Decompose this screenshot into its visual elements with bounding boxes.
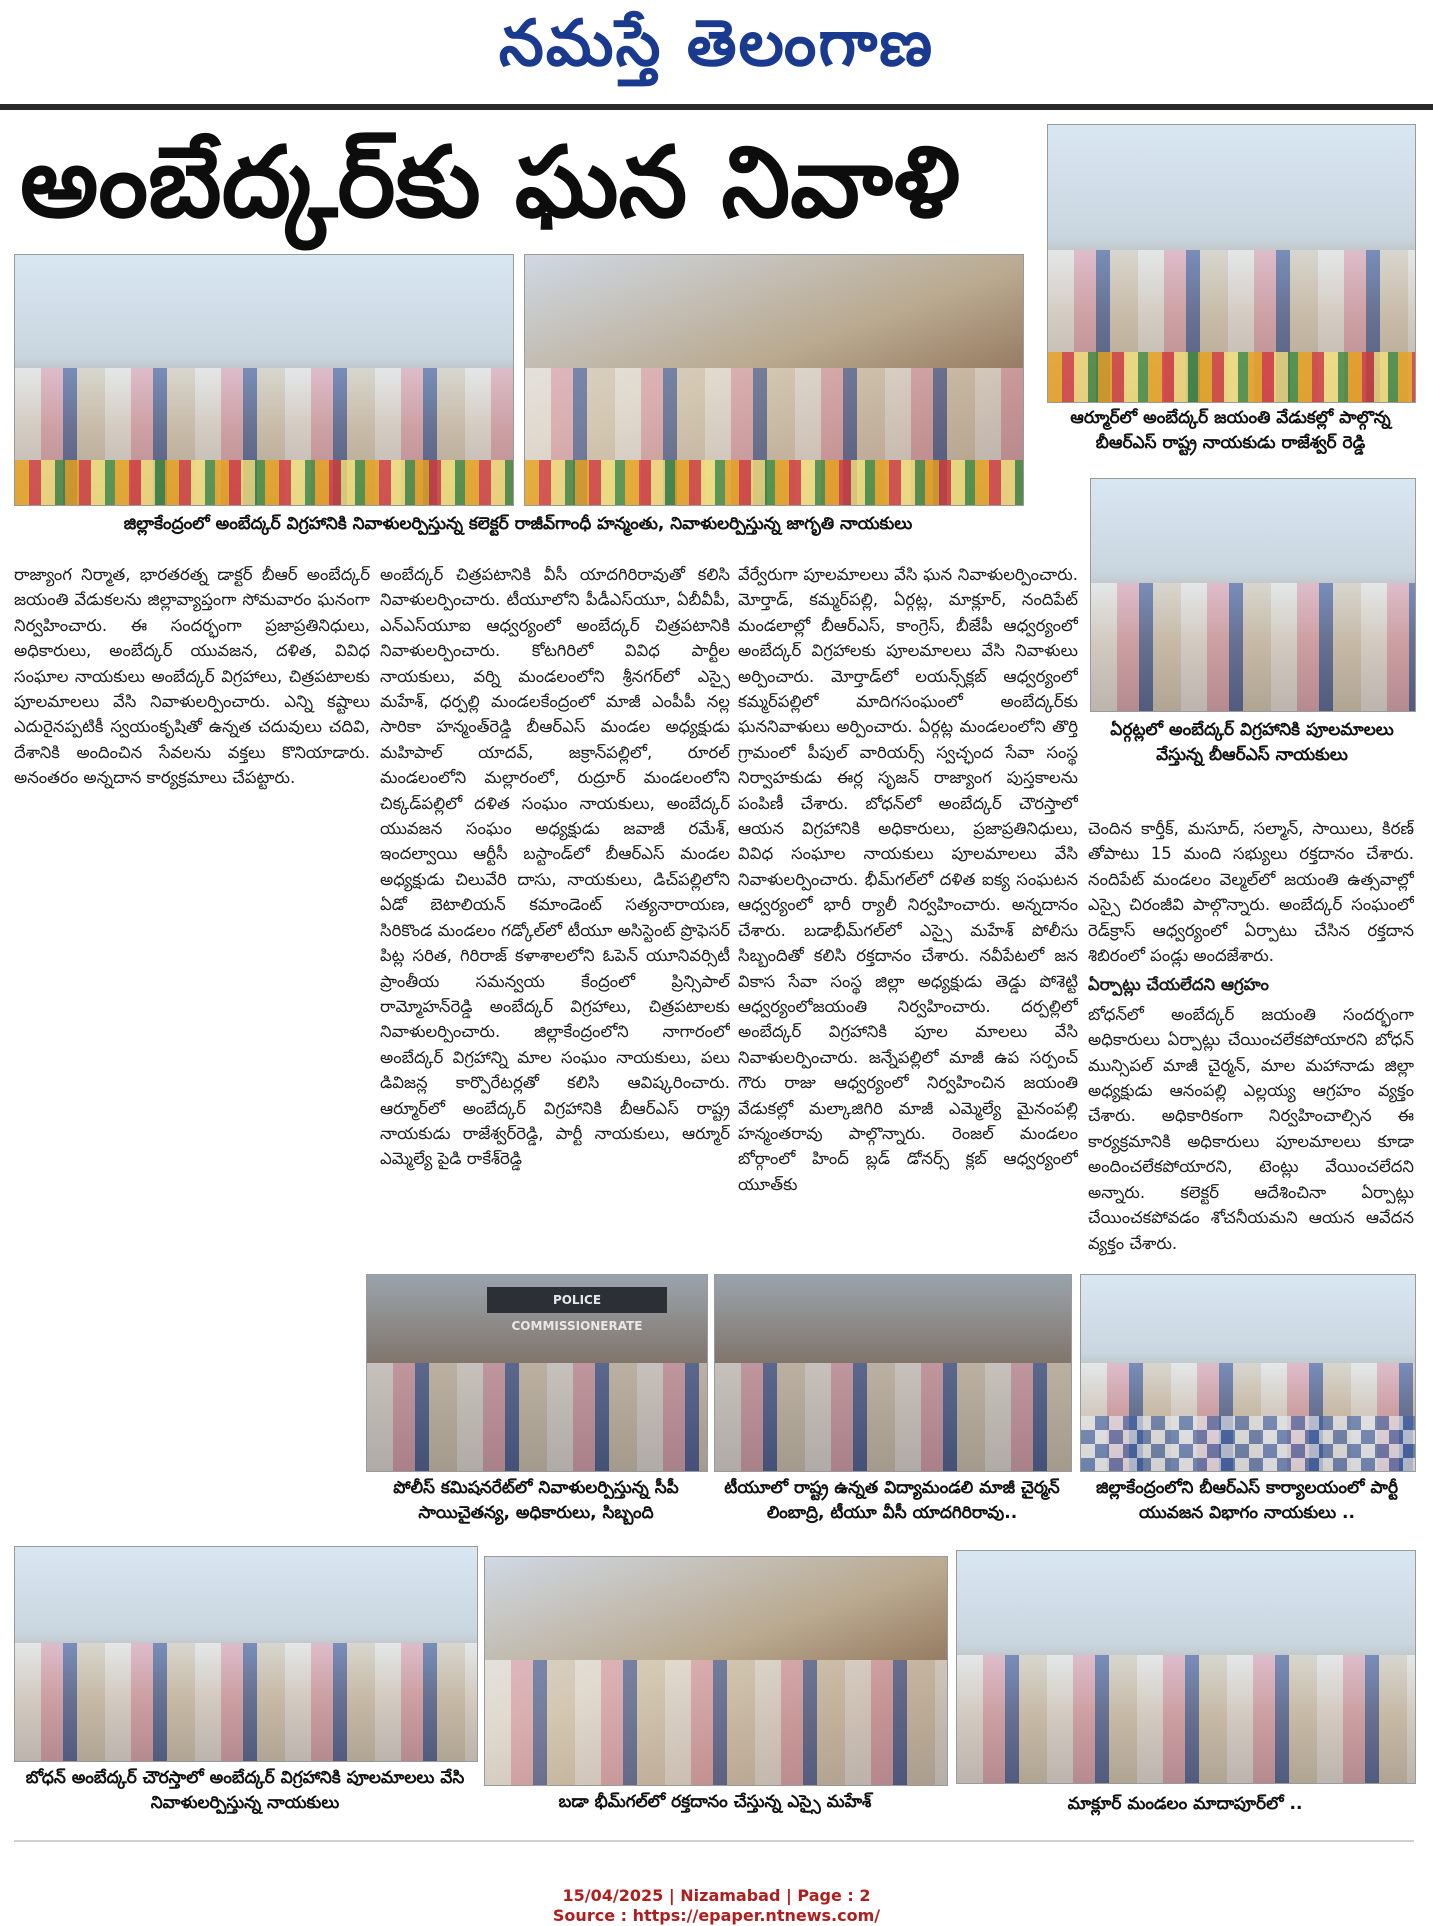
caption-bodhan: బోధన్ అంబేద్కర్ చౌరస్తాలో అంబేద్కర్ విగ్రహానికి పూలమాలలు వేసి నివాళులర్పిస్తున్న నాయకులు [25, 1768, 465, 1813]
masthead-rule [0, 104, 1433, 110]
article-col-2 [380, 562, 730, 1270]
article-paragraph: వేర్వేరుగా పూలమాలలు వేసి ఘన నివాళులర్పించారు. మోర్తాడ్, కమ్మర్‌పల్లి, ఏర్గట్ల, మాక్లూర్, నందిపేట్ మండలాల్లో బీఆర్‌ఎస్, కాంగ్రెస్, బీజేపీ ఆధ్వర్యంలో అంబేద్కర్ విగ్రహాలకు పూలమాలలు వేసి నివాళులు అర్పించారు. మోర్తాడ్‌లో లయన్స్‌క్లబ్ ఆధ్వర్యంలో కమ్మర్‌పల్లిలో మాదిగసంఘంలో అంబేద్కర్‌కు ఘననివాళులు అర్పించారు. ఏర్గట్ల మండలంలోని తొర్తి గ్రామంలో పీపుల్ వారియర్స్ స్వచ్ఛంద సేవా సంస్థ నిర్వాహకుడు ఈర్ల సృజన్ రాజ్యాంగ పుస్తకాలను పంపిణీ చేశారు. బోధన్‌లో అంబేద్కర్ చౌరస్తాలో ఆయన విగ్రహానికి అధికారులు, ప్రజాప్రతినిధులు, వివిధ సంఘాల నాయకులు పూలమాలలు వేసి నివాళులర్పించారు. భీమ్‌గల్‌లో దళిత ఐక్య సంఘటన ఆధ్వర్యంలో భారీ ర్యాలీ నిర్వహించారు. అన్నదానం చేశారు. బడాభీమ్‌గల్‌లో ఎస్సై మహేశ్ పోలీసు సిబ్బందితో కలిసి రక్తదానం చేశారు. నవీపేటలో జన వికాస సేవా సంస్థ జిల్లా అధ్యక్షుడు తెడ్డు పోశెట్టి ఆధ్వర్యంలోజయంతి నిర్వహించారు. దర్పల్లిలో అంబేద్కర్ విగ్రహానికి పూల మాలలు వేసి నివాళులర్పించారు. జన్నేపల్లిలో మాజీ ఉప సర్పంచ్ గౌరు రాజు ఆధ్వర్యంలో నిర్వహించిన జయంతి వేడుకల్లో మల్కాజిగిరి మాజీ ఎమ్మెల్యే మైనంపల్లి హన్మంతరావు పాల్గొన్నారు. రెంజల్ మండలం బోర్గాంలో హింద్ బ్లడ్ డోనర్స్ క్లబ్ ఆధ్వర్యంలో యూత్‌కు [738, 565, 1078, 1194]
caption-yergatla: ఏర్గట్లలో అంబేద్కర్ విగ్రహానికి పూలమాలలు వేస్తున్న బీఆర్‌ఎస్ నాయకులు [1110, 720, 1394, 765]
caption-police: పోలీస్ కమిషనరేట్‌లో నివాళులర్పిస్తున్న సీపీ సాయిచైతన్య, అధికారులు, సిబ్బంది [393, 1478, 679, 1523]
caption-brs-office: జిల్లాకేంద్రంలోని బీఆర్‌ఎస్ కార్యాలయంలో పార్టీ యువజన విభాగం నాయకులు .. [1095, 1478, 1399, 1523]
article-col-1 [14, 562, 370, 1514]
photo-makloor [956, 1550, 1416, 1784]
photo-armoor [1047, 124, 1416, 403]
caption-bheemgal: బడా భీమ్‌గల్‌లో రక్తదానం చేస్తున్న ఎస్సై మహేశ్ [558, 1792, 872, 1812]
photo-collector [14, 254, 514, 506]
photo-tu [714, 1274, 1072, 1472]
caption-tu: టీయూలో రాష్ట్ర ఉన్నత విద్యామండలి మాజీ చైర్మన్ లింబాద్రి, టీయూ వీసీ యాదగిరిరావు.. [724, 1478, 1060, 1523]
police-sign: POLICE COMMISSIONERATE [487, 1287, 667, 1313]
photo-jagruthi [524, 254, 1024, 506]
article-paragraph: అంబేద్కర్ చిత్రపటానికి వీసీ యాదగిరిరావుతో కలిసి నివాళులర్పించారు. టీయూలోని పీడీఎస్‌యూ, ఏబీవీపీ, ఎన్‌ఎస్‌యూఐ ఆధ్వర్యంలో అంబేద్కర్ చిత్రపటానికి నివాళులర్పించారు. కోటగిరిలో వివిధ పార్టీల నాయకులు, వర్ని మండలంలోని శ్రీనగర్‌లో ఎస్సై మహేశ్, ధర్పల్లి మండలకేంద్రంలో మాజీ ఎంపీపీ నల్ల సారికా హన్మంత్‌రెడ్డి బీఆర్‌ఎస్ మండల అధ్యక్షుడు మహిపాల్ యాదవ్, జక్రాన్‌పల్లిలో, రూరల్ మండలంలోని మల్లారంలో, రుద్రూర్ మండలంలోని చిక్కడ్‌పల్లిలో దళిత సంఘం నాయకులు, అంబేద్కర్ యువజన సంఘం అధ్యక్షుడు జవాజీ రమేశ్, ఇందల్వాయి ఆర్టీసీ బస్టాండ్‌లో బీఆర్‌ఎస్ మండల అధ్యక్షుడు చిలువేరి దాసు, నాయకులు, డిచ్‌పల్లిలోని ఏడో బెటాలియన్ కమాండెంట్ సత్యనారాయణ, సిరికొండ మండలం గడ్కోల్‌లో టీయూ అసిస్టెంట్ ప్రొఫెసర్ పిట్ల సరిత, గిరిరాజ్ కళాశాలలోని ఓపెన్ యూనివర్సిటీ ప్రాంతీయ సమన్వయ కేంద్రంలో ప్రిన్సిపాల్ రామ్మోహన్‌రెడ్డి అంబేద్కర్ విగ్రహాలు, చిత్రపటాలకు నివాళులర్పించారు. జిల్లాకేంద్రంలోని నాగారంలో అంబేద్కర్ విగ్రహాన్ని మాల సంఘం నాయకులు, పలు డివిజన్ల కార్పొరేటర్లతో కలిసి ఆవిష్కరించారు. ఆర్మూర్‌లో అంబేద్కర్ విగ్రహానికి బీఆర్‌ఎస్ రాష్ట్ర నాయకుడు రాజేశ్వర్‌రెడ్డి, పార్టీ నాయకులు, ఆర్మూర్ ఎమ్మెల్యే పైడి రాకేశ్‌రెడ్డి [380, 565, 730, 1169]
caption-makloor: మాక్లూర్ మండలం మాదాపూర్‌లో .. [1067, 1794, 1303, 1814]
footer-source: Source : https://epaper.ntnews.com/ [552, 1906, 881, 1925]
photo-police [366, 1274, 708, 1472]
headline: అంబేద్కర్‌కు ఘన నివాళి [20, 126, 961, 240]
article-paragraph: బోధన్‌లో అంబేద్కర్ జయంతి సందర్భంగా అధికారులు ఏర్పాట్లు చేయించలేకపోయారని బోధన్ మున్సిపల్ మాజీ చైర్మన్, మాల మహానాడు జిల్లా అధ్యక్షుడు ఆనంపల్లి ఎల్లయ్య ఆగ్రహం వ్యక్తం చేశారు. అధికారికంగా నిర్వహించాల్సిన ఈ కార్యక్రమానికి అధికారులు పూలమాలలు కూడా అందించలేకపోయారని, టెంట్లు వేయించలేదని అన్నారు. కలెక్టర్ ఆదేశించినా ఏర్పాట్లు చేయించకపోవడం శోచనీయమని ఆయన ఆవేదన వ్యక్తం చేశారు. [1088, 1004, 1414, 1253]
photo-bheemgal [484, 1556, 948, 1786]
article-col-3 [738, 562, 1078, 1270]
masthead-title: నమస్తే తెలంగాణ [498, 6, 935, 81]
article-paragraph: చెందిన కార్తీక్, మసూద్, సల్మాన్, సాయిలు, కిరణ్ తోపాటు 15 మంది సభ్యులు రక్తదానం చేశారు. నందిపేట్ మండలం వెల్మల్‌లో జయంతి ఉత్సవాల్లో ఎస్సై చిరంజీవి పాల్గొన్నారు. అంబేద్కర్ సంఘంలో రెడ్‌క్రాస్ ఆధ్వర్యంలో ఏర్పాటు చేసిన రక్తదాన శిబిరంలో పండ్లు అందజేశారు. [1088, 819, 1414, 966]
article-col-4 [1088, 816, 1414, 1256]
article-paragraph: రాజ్యాంగ నిర్మాత, భారతరత్న డాక్టర్ బీఆర్ అంబేద్కర్ జయంతి వేడుకలను జిల్లావ్యాప్తంగా సోమవారం ఘనంగా నిర్వహించారు. ఈ సందర్భంగా ప్రజాప్రతినిధులు, అధికారులు, అంబేద్కర్ యువజన, దళిత, వివిధ సంఘాల నాయకులు అంబేద్కర్ విగ్రహాలు, చిత్రపటాలకు పూలమాలలు వేసి నివాళులర్పించారు. ఎన్ని కష్టాలు ఎదురైనప్పటికీ స్వయంకృషితో ఉన్నత చదువులు చదివి, దేశానికి అందించిన సేవలను వక్తలు కొనియాడారు. అనంతరం అన్నదాన కార్యక్రమాలు చేపట్టారు. [14, 565, 370, 788]
caption-armoor: ఆర్మూర్‌లో అంబేద్కర్ జయంతి వేడుకల్లో పాల్గొన్న బీఆర్‌ఎస్ రాష్ట్ర నాయకుడు రాజేశ్వర్ రెడ్డి [1070, 408, 1391, 453]
footer [0, 1886, 1433, 1926]
caption-top: జిల్లాకేంద్రంలో అంబేద్కర్ విగ్రహానికి నివాళులర్పిస్తున్న కలెక్టర్ రాజీవ్‌గాంధీ హన్మంతు, నివాళులర్పిస్తున్న జాగృతి నాయకులు [123, 514, 913, 534]
photo-brs-office [1080, 1274, 1416, 1472]
bottom-divider [14, 1840, 1414, 1842]
photo-yergatla [1090, 478, 1416, 712]
photo-bodhan [14, 1546, 478, 1762]
footer-date-edition: 15/04/2025 | Nizamabad | Page : 2 [562, 1886, 871, 1905]
article-subhead: ఏర్పాట్లు చేయలేదని ఆగ్రహం [1088, 975, 1269, 995]
masthead [0, 0, 1433, 100]
